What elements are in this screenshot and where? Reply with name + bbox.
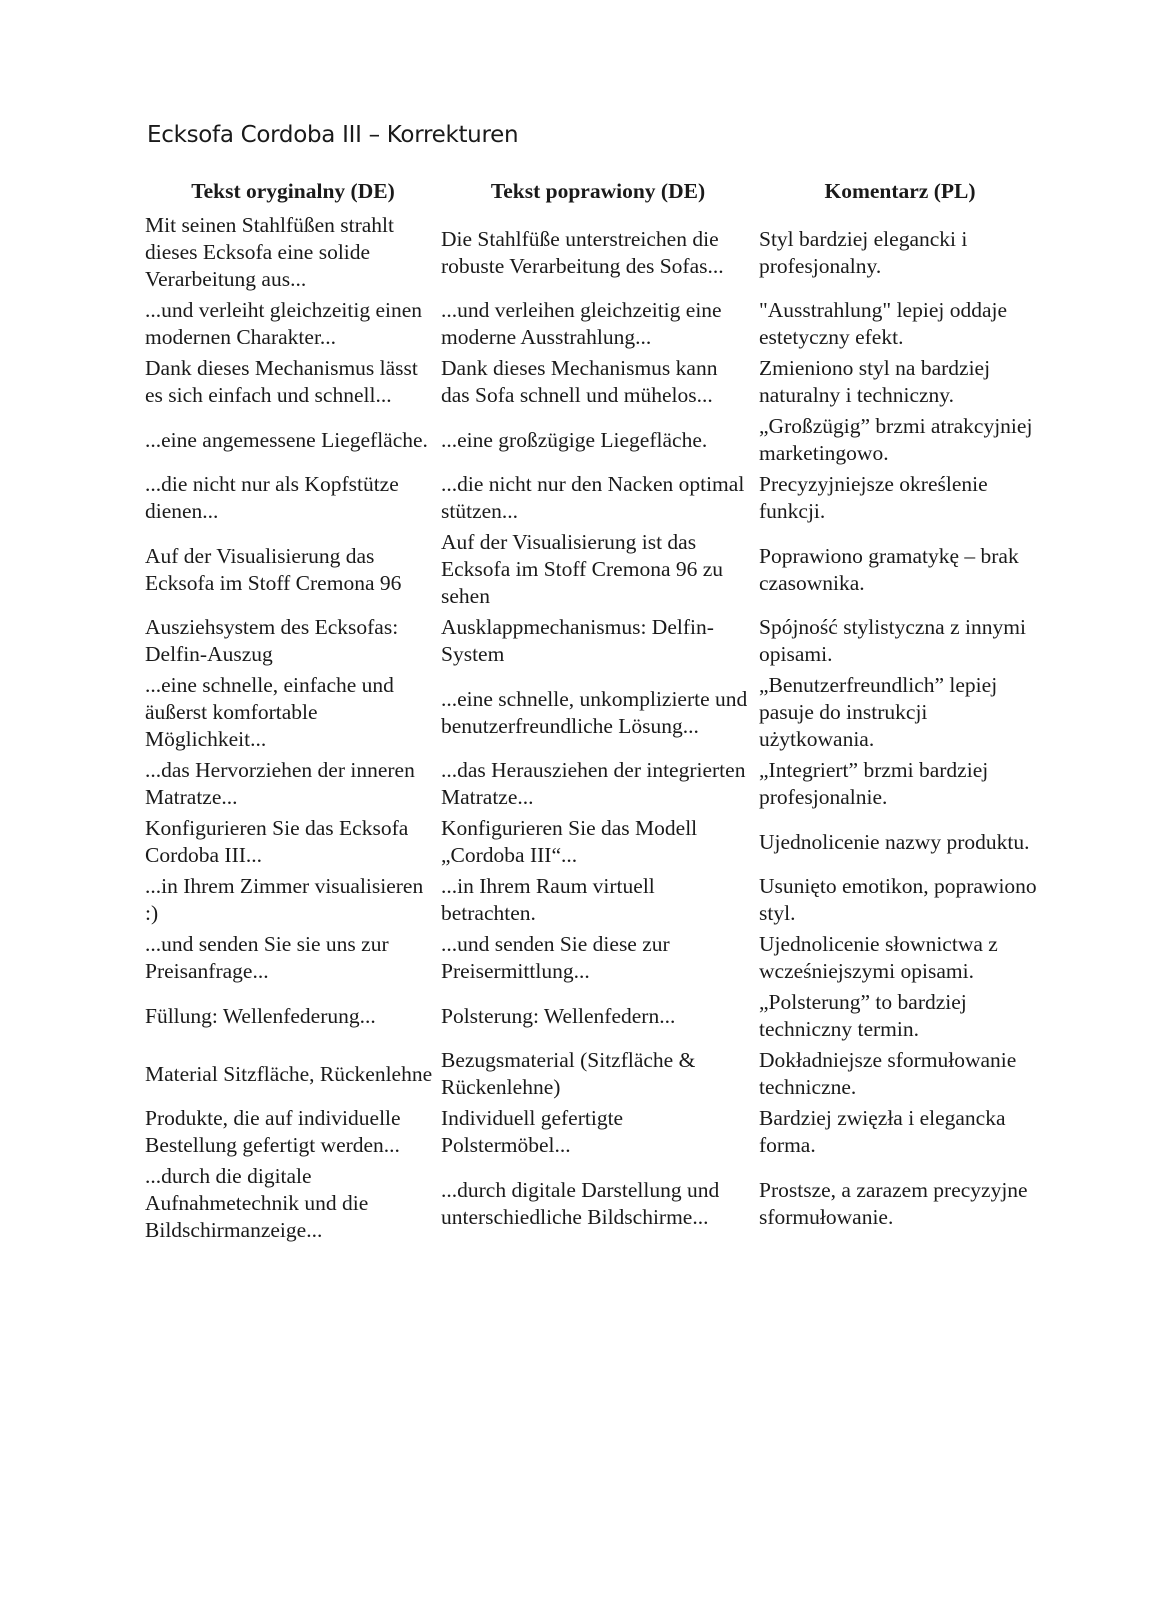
cell-comment: Poprawiono gramatykę – brak czasownika.: [759, 543, 1019, 595]
cell-comment: Precyzyjniejsze określenie funkcji.: [759, 472, 988, 523]
table-row: [145, 613, 1045, 671]
cell-comment: "Ausstrahlung" lepiej oddaje estetyczny efekt.: [759, 298, 1008, 349]
cell-comment: Usunięto emotikon, poprawiono styl.: [759, 874, 1037, 925]
corrections-table: [145, 178, 1045, 1247]
table-row: [145, 930, 1045, 988]
cell-corrected: Die Stahlfüße unterstreichen die robuste Verarbeitung des Sofas...: [441, 226, 724, 278]
table-header-row: [145, 178, 1045, 211]
header-original-text: Tekst oryginalny (DE): [191, 179, 395, 203]
cell-original: Mit seinen Stahlfüßen strahlt dieses Ecksofa eine solide Verarbeitung aus...: [145, 213, 395, 291]
table-row: [145, 814, 1045, 872]
table-row: [145, 1104, 1045, 1162]
cell-comment: „Benutzerfreundlich” lepiej pasuje do instrukcji użytkowania.: [759, 673, 998, 751]
header-corrected-text: Tekst poprawiony (DE): [490, 179, 706, 203]
table-row: [145, 211, 1045, 296]
cell-comment: Ujednolicenie nazwy produktu.: [759, 829, 1030, 854]
cell-comment: „Polsterung” to bardziej techniczny termin.: [759, 990, 967, 1041]
cell-corrected: Bezugsmaterial (Sitzfläche & Rückenlehne): [441, 1048, 696, 1099]
cell-original: ...die nicht nur als Kopfstütze dienen...: [145, 472, 399, 523]
table-row: [145, 528, 1045, 613]
cell-corrected: Ausklappmechanismus: Delfin-System: [441, 615, 714, 666]
cell-corrected: Auf der Visualisierung ist das Ecksofa im Stoff Cremona 96 zu sehen: [441, 530, 724, 608]
table-row: [145, 1046, 1045, 1104]
cell-original: Füllung: Wellenfederung...: [145, 1003, 376, 1028]
cell-corrected: Individuell gefertigte Polstermöbel...: [441, 1106, 624, 1157]
cell-corrected: Polsterung: Wellenfedern...: [441, 1003, 676, 1028]
cell-corrected: ...und verleihen gleichzeitig eine moderne Ausstrahlung...: [441, 298, 722, 349]
cell-original: ...und senden Sie sie uns zur Preisanfrage...: [145, 932, 389, 983]
cell-original: ...eine angemessene Liegefläche.: [145, 427, 428, 452]
cell-comment: Dokładniejsze sformułowanie techniczne.: [759, 1048, 1017, 1099]
cell-corrected: ...in Ihrem Raum virtuell betrachten.: [441, 874, 655, 925]
header-comment: Komentarz (PL): [824, 179, 976, 203]
cell-comment: „Integriert” brzmi bardziej profesjonalnie.: [759, 758, 989, 809]
cell-corrected: ...die nicht nur den Nacken optimal stützen...: [441, 472, 745, 523]
table-row: [145, 1162, 1045, 1247]
cell-corrected: ...durch digitale Darstellung und unterschiedliche Bildschirme...: [441, 1177, 720, 1229]
cell-comment: „Großzügig” brzmi atrakcyjniej marketingowo.: [759, 414, 1033, 465]
cell-comment: Bardziej zwięzła i elegancka forma.: [759, 1106, 1006, 1157]
table-row: [145, 412, 1045, 470]
cell-comment: Zmieniono styl na bardziej naturalny i techniczny.: [759, 356, 991, 407]
table-row: [145, 296, 1045, 354]
table-row: [145, 988, 1045, 1046]
cell-original: Material Sitzfläche, Rückenlehne: [145, 1061, 433, 1086]
cell-corrected: ...eine schnelle, unkomplizierte und benutzerfreundliche Lösung...: [441, 686, 748, 738]
table-row: [145, 872, 1045, 930]
cell-original: Dank dieses Mechanismus lässt es sich einfach und schnell...: [145, 356, 418, 407]
cell-comment: Prostsze, a zarazem precyzyjne sformułowanie.: [759, 1177, 1028, 1229]
cell-original: ...durch die digitale Aufnahmetechnik und die Bildschirmanzeige...: [145, 1164, 369, 1242]
cell-original: Produkte, die auf individuelle Bestellung gefertigt werden...: [145, 1106, 401, 1157]
cell-original: ...in Ihrem Zimmer visualisieren :): [145, 874, 424, 925]
cell-comment: Ujednolicenie słownictwa z wcześniejszymi opisami.: [759, 932, 998, 983]
cell-corrected: ...und senden Sie diese zur Preisermittlung...: [441, 932, 670, 983]
cell-corrected: Konfigurieren Sie das Modell „Cordoba III“...: [441, 816, 698, 867]
table-row: [145, 354, 1045, 412]
cell-original: ...das Hervorziehen der inneren Matratze...: [145, 758, 415, 809]
cell-corrected: Dank dieses Mechanismus kann das Sofa schnell und mühelos...: [441, 356, 718, 407]
cell-original: Konfigurieren Sie das Ecksofa Cordoba III...: [145, 816, 409, 867]
cell-comment: Spójność stylistyczna z innymi opisami.: [759, 615, 1026, 666]
table-row: [145, 756, 1045, 814]
table-row: [145, 671, 1045, 756]
cell-original: Auf der Visualisierung das Ecksofa im Stoff Cremona 96: [145, 543, 402, 595]
cell-original: ...eine schnelle, einfache und äußerst komfortable Möglichkeit...: [145, 673, 394, 751]
cell-original: Ausziehsystem des Ecksofas: Delfin-Auszug: [145, 615, 399, 666]
cell-corrected: ...eine großzügige Liegefläche.: [441, 427, 708, 452]
document-title: Ecksofa Cordoba III – Korrekturen: [147, 122, 519, 148]
table-row: [145, 470, 1045, 528]
cell-corrected: ...das Herausziehen der integrierten Matratze...: [441, 758, 746, 809]
cell-comment: Styl bardziej elegancki i profesjonalny.: [759, 226, 968, 278]
cell-original: ...und verleiht gleichzeitig einen modernen Charakter...: [145, 298, 423, 349]
